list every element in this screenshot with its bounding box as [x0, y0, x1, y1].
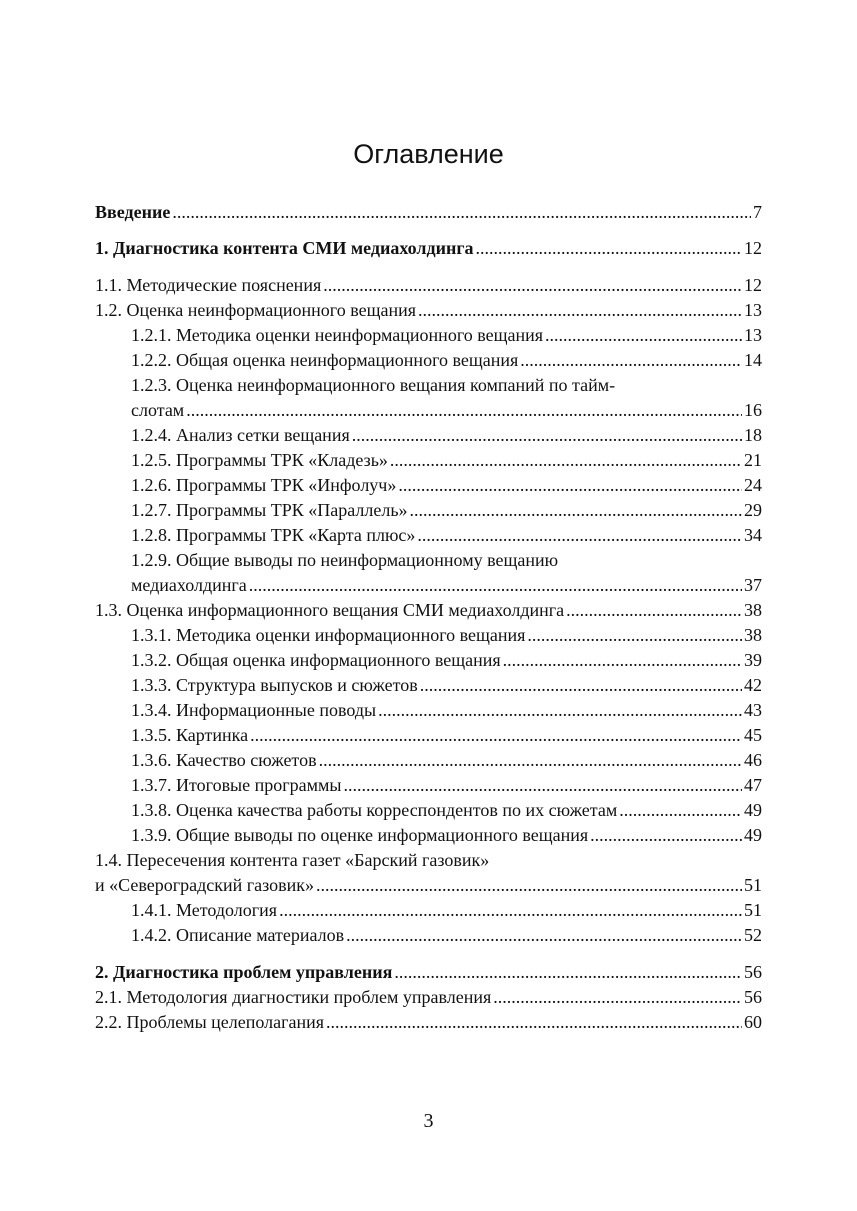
toc-entry-title: и «Североградский газовик» — [95, 875, 315, 895]
toc-entry-1-3-8 — [131, 798, 762, 823]
toc-entry-1-3-3 — [131, 673, 762, 698]
toc-entry-page: 56 — [744, 987, 762, 1007]
toc-entry-title: 2. Диагностика проблем управления — [95, 962, 393, 982]
toc-entry-title: 1.4.1. Методология — [131, 900, 278, 920]
dot-leader — [420, 673, 742, 698]
dot-leader — [279, 898, 742, 923]
toc-entry-1-2-2 — [131, 348, 762, 373]
toc-entry-title: 1.2. Оценка неинформационного вещания — [95, 300, 416, 320]
toc-entry-1-2-7 — [131, 498, 762, 523]
toc-entry-1-3-7 — [131, 773, 762, 798]
toc-entry-page: 7 — [753, 202, 762, 222]
dot-leader — [503, 648, 742, 673]
toc-entry-1-2-8 — [131, 523, 762, 548]
toc-entry-page: 46 — [744, 750, 762, 770]
dot-leader — [493, 985, 742, 1010]
toc-entry-page: 21 — [744, 450, 762, 470]
toc-entry-page: 34 — [744, 525, 762, 545]
dot-leader — [590, 823, 742, 848]
toc-entry-1-3 — [95, 598, 762, 623]
toc-entry-1-3-9 — [131, 823, 762, 848]
toc-entry-title: 1.2.8. Программы ТРК «Карта плюс» — [131, 525, 416, 545]
toc-entry-page: 24 — [744, 475, 762, 495]
toc-entry-introduction — [95, 200, 762, 225]
page-title: Оглавление — [353, 139, 504, 169]
toc-entry-title: 1.3.9. Общие выводы по оценке информационного вещания — [131, 825, 589, 845]
toc-entry-1-4 — [95, 873, 762, 898]
toc-entry-1-4-line1: 1.4. Пересечения контента газет «Барский газовик» — [95, 850, 490, 870]
toc-entry-title: 2.2. Проблемы целеполагания — [95, 1012, 325, 1032]
dot-leader — [476, 236, 742, 261]
toc-entry-title: 1.4.2. Описание материалов — [131, 925, 345, 945]
toc-entry-page: 45 — [744, 725, 762, 745]
dot-leader — [316, 873, 742, 898]
toc-entry-1-2-9 — [131, 573, 762, 598]
dot-leader — [394, 960, 742, 985]
dot-leader — [410, 498, 742, 523]
toc-entry-title: 1.3.3. Структура выпусков и сюжетов — [131, 675, 418, 695]
toc-entry-page: 49 — [744, 800, 762, 820]
toc-entry-page: 38 — [744, 600, 762, 620]
dot-leader — [378, 698, 742, 723]
toc-entry-title: 1.2.2. Общая оценка неинформационного вещания — [131, 350, 519, 370]
toc-entry-title: 1.2.7. Программы ТРК «Параллель» — [131, 500, 408, 520]
dot-leader — [250, 723, 742, 748]
toc-entry-1-2 — [95, 298, 762, 323]
toc-entry-chapter-1 — [95, 236, 762, 261]
dot-leader — [417, 523, 742, 548]
toc-entry-page: 51 — [744, 875, 762, 895]
toc-entry-page: 16 — [744, 400, 762, 420]
toc-entry-1-2-5 — [131, 448, 762, 473]
toc-entry-title: 1.3. Оценка информационного вещания СМИ медиахолдинга — [95, 600, 565, 620]
toc-entry-page: 18 — [744, 425, 762, 445]
toc-entry-page: 51 — [744, 900, 762, 920]
toc-entry-title: 1.1. Методические пояснения — [95, 275, 322, 295]
toc-entry-1-3-6 — [131, 748, 762, 773]
toc-entry-1-2-4 — [131, 423, 762, 448]
toc-entry-title: слотам — [131, 400, 185, 420]
toc-entry-1-2-3 — [131, 398, 762, 423]
dot-leader — [323, 273, 742, 298]
toc-entry-page: 37 — [744, 575, 762, 595]
toc-entry-page: 29 — [744, 500, 762, 520]
dot-leader — [390, 448, 742, 473]
toc-entry-page: 13 — [744, 300, 762, 320]
page-number: 3 — [423, 1110, 434, 1132]
dot-leader — [566, 598, 742, 623]
toc-entry-title: 1.3.7. Итоговые программы — [131, 775, 342, 795]
dot-leader — [186, 398, 742, 423]
toc-entry-page: 12 — [744, 238, 762, 258]
toc-entry-1-2-3-line1: 1.2.3. Оценка неинформационного вещания компаний по тайм- — [131, 375, 616, 395]
toc-entry-1-2-9-line1: 1.2.9. Общие выводы по неинформационному вещанию — [131, 550, 559, 570]
toc-entry-chapter-2 — [95, 960, 762, 985]
toc-entry-1-3-5 — [131, 723, 762, 748]
toc-entry-title: 2.1. Методология диагностики проблем управления — [95, 987, 492, 1007]
toc-entry-1-4-2 — [131, 923, 762, 948]
toc-entry-title: 1.3.4. Информационные поводы — [131, 700, 377, 720]
toc-entry-1-3-1 — [131, 623, 762, 648]
toc-entry-page: 56 — [744, 962, 762, 982]
toc-entry-page: 14 — [744, 350, 762, 370]
toc-entry-title: 1.3.8. Оценка качества работы корреспондентов по их сюжетам — [131, 800, 618, 820]
dot-leader — [344, 773, 742, 798]
dot-leader — [352, 423, 742, 448]
toc-entry-2-2 — [95, 1010, 762, 1035]
toc-entry-title: 1.2.1. Методика оценки неинформационного вещания — [131, 325, 544, 345]
dot-leader — [619, 798, 742, 823]
dot-leader — [418, 298, 742, 323]
toc-entry-page: 49 — [744, 825, 762, 845]
toc-entry-title: 1. Диагностика контента СМИ медиахолдинга — [95, 238, 474, 258]
dot-leader — [346, 923, 742, 948]
dot-leader — [398, 473, 742, 498]
toc-entry-1-2-1 — [131, 323, 762, 348]
toc-entry-title: 1.2.4. Анализ сетки вещания — [131, 425, 350, 445]
toc-entry-page: 39 — [744, 650, 762, 670]
toc-entry-title: 1.3.1. Методика оценки информационного вещания — [131, 625, 526, 645]
toc-entry-1-3-4 — [131, 698, 762, 723]
toc-entry-title: 1.2.6. Программы ТРК «Инфолуч» — [131, 475, 397, 495]
toc-entry-page: 47 — [744, 775, 762, 795]
toc-entry-1-4-1 — [131, 898, 762, 923]
toc-entry-title: 1.3.6. Качество сюжетов — [131, 750, 317, 770]
dot-leader — [172, 200, 751, 225]
toc-entry-1-2-6 — [131, 473, 762, 498]
toc-entry-title: 1.3.5. Картинка — [131, 725, 249, 745]
dot-leader — [520, 348, 742, 373]
toc-entry-page: 13 — [744, 325, 762, 345]
toc-entry-page: 43 — [744, 700, 762, 720]
toc-entry-page: 12 — [744, 275, 762, 295]
toc-entry-page: 52 — [744, 925, 762, 945]
dot-leader — [326, 1010, 742, 1035]
toc-entry-title: медиахолдинга — [131, 575, 247, 595]
toc-entry-page: 38 — [744, 625, 762, 645]
toc-entry-title: 1.3.2. Общая оценка информационного вещания — [131, 650, 501, 670]
toc-entry-title: 1.2.5. Программы ТРК «Кладезь» — [131, 450, 388, 470]
dot-leader — [319, 748, 742, 773]
toc-entry-2-1 — [95, 985, 762, 1010]
toc-entry-1-1 — [95, 273, 762, 298]
dot-leader — [527, 623, 742, 648]
toc-entry-page: 42 — [744, 675, 762, 695]
dot-leader — [545, 323, 742, 348]
toc-entry-title: Введение — [95, 202, 171, 222]
toc-entry-page: 60 — [744, 1012, 762, 1032]
dot-leader — [249, 573, 742, 598]
toc-entry-1-3-2 — [131, 648, 762, 673]
